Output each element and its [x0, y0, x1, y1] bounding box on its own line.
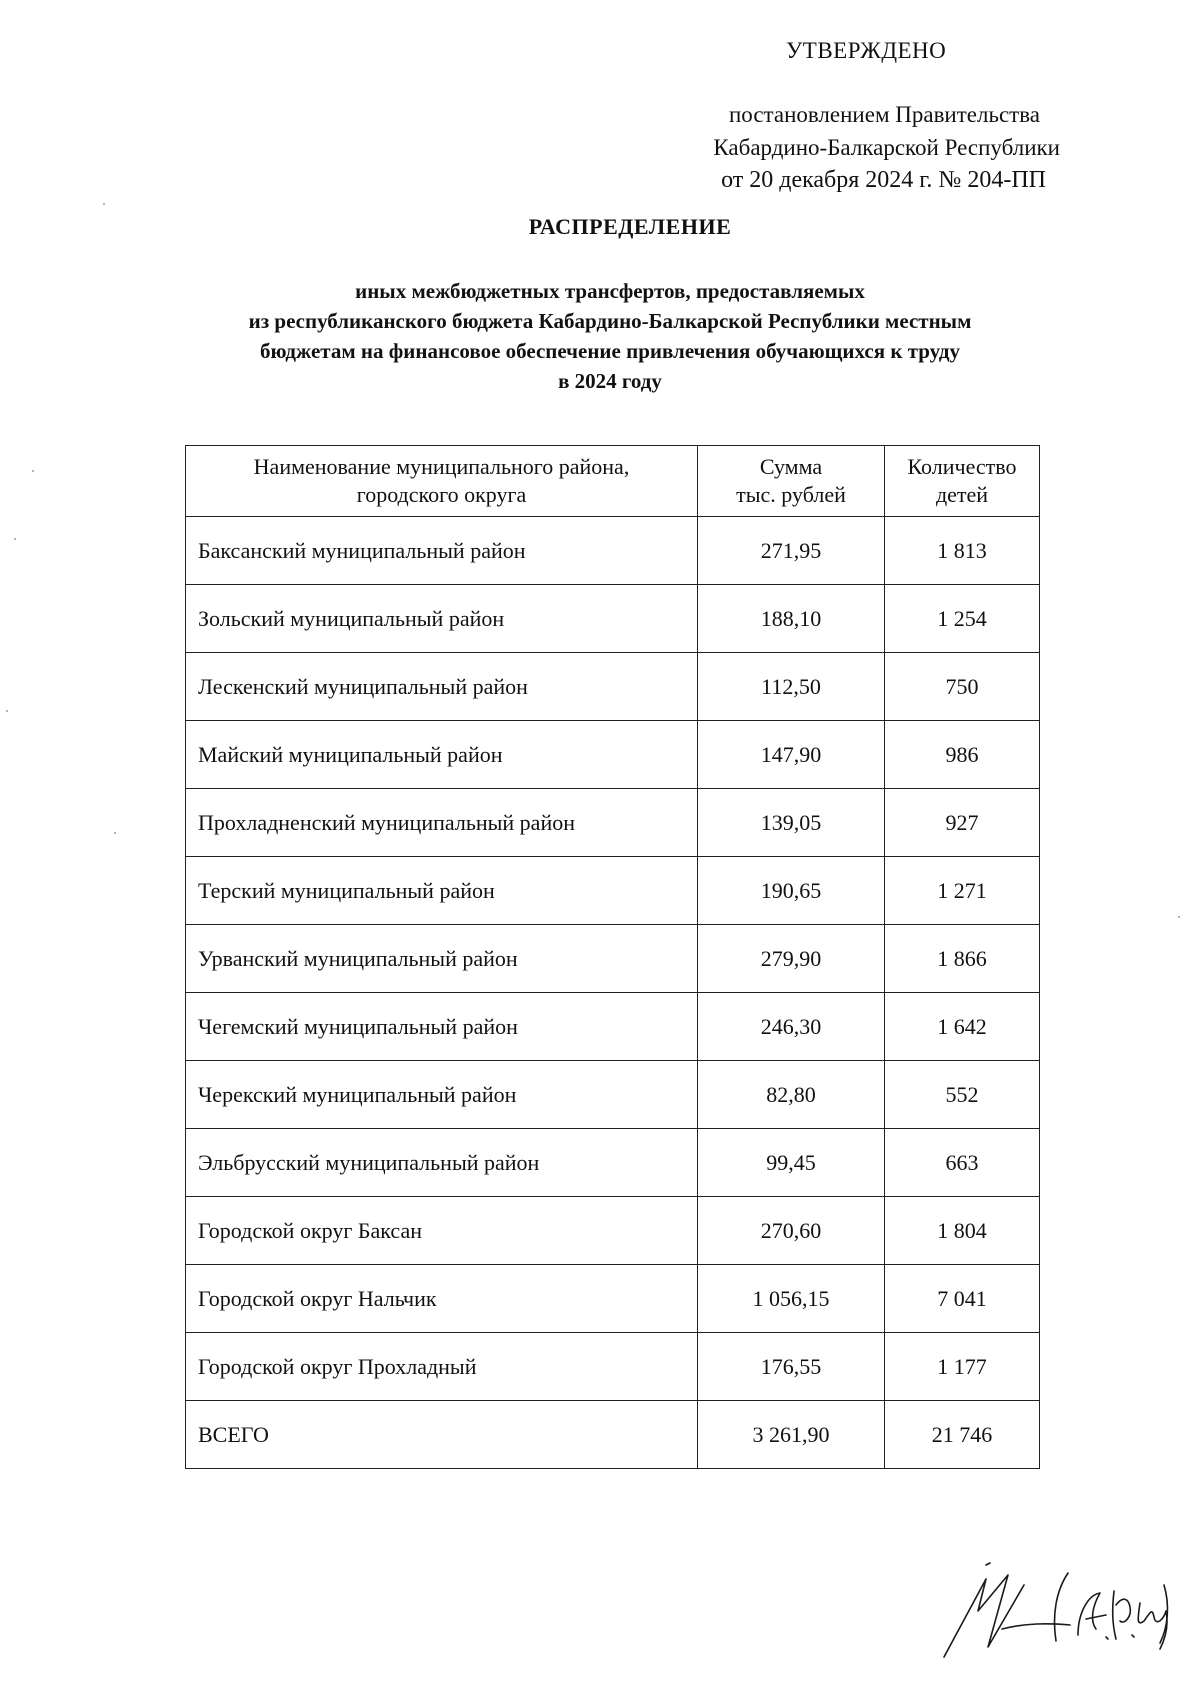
table-row — [186, 789, 1040, 857]
row-sum: 1 056,15 — [698, 1265, 885, 1333]
subtitle-line: иных межбюджетных трансфертов, предоставляемых — [355, 279, 865, 303]
row-count: 1 804 — [885, 1197, 1040, 1265]
row-name: Городской округ Нальчик — [186, 1265, 698, 1333]
header-sum-line-2: тыс. рублей — [736, 482, 846, 507]
row-name: Чегемский муниципальный район — [186, 993, 698, 1061]
header-name-line-2: городского округа — [356, 482, 527, 507]
subtitle-line: бюджетам на финансовое обеспечение привлечения обучающихся к труду — [260, 339, 960, 363]
row-count: 750 — [885, 653, 1040, 721]
signature-icon — [928, 1555, 1178, 1665]
table-row — [186, 1333, 1040, 1401]
header-sum-line-1: Сумма — [759, 454, 823, 479]
document-title: РАСПРЕДЕЛЕНИЕ — [528, 214, 732, 239]
subtitle-line: из республиканского бюджета Кабардино-Балкарской Республики местным — [248, 309, 972, 333]
table-row — [186, 1129, 1040, 1197]
table-row — [186, 517, 1040, 585]
total-sum: 3 261,90 — [698, 1401, 885, 1469]
table-row — [186, 653, 1040, 721]
row-count: 986 — [885, 721, 1040, 789]
row-count: 1 254 — [885, 585, 1040, 653]
row-sum: 190,65 — [698, 857, 885, 925]
row-sum: 188,10 — [698, 585, 885, 653]
table-total-row — [186, 1401, 1040, 1469]
row-name: Терский муниципальный район — [186, 857, 698, 925]
row-name: Городской округ Баксан — [186, 1197, 698, 1265]
approval-decree — [640, 98, 1060, 197]
row-count: 927 — [885, 789, 1040, 857]
row-name: Городской округ Прохладный — [186, 1333, 698, 1401]
row-count: 7 041 — [885, 1265, 1040, 1333]
header-count-line-1: Количество — [907, 454, 1017, 479]
header-name — [186, 446, 698, 517]
decree-line-2: Кабардино-Балкарской Республики — [713, 135, 1060, 160]
table-header-row — [186, 446, 1040, 517]
row-count: 1 642 — [885, 993, 1040, 1061]
decree-line-3: от 20 декабря 2024 г. № 204-ПП — [721, 167, 1046, 193]
table-row — [186, 721, 1040, 789]
row-name: Зольский муниципальный район — [186, 585, 698, 653]
row-sum: 246,30 — [698, 993, 885, 1061]
row-sum: 176,55 — [698, 1333, 885, 1401]
row-count: 663 — [885, 1129, 1040, 1197]
table-row — [186, 1265, 1040, 1333]
distribution-table — [185, 445, 1040, 1469]
row-count: 1 271 — [885, 857, 1040, 925]
row-name: Лескенский муниципальный район — [186, 653, 698, 721]
total-count: 21 746 — [885, 1401, 1040, 1469]
row-count: 1 177 — [885, 1333, 1040, 1401]
handwritten-signature — [928, 1555, 1178, 1665]
decree-line-1: постановлением Правительства — [728, 102, 1040, 127]
row-name: Баксанский муниципальный район — [186, 517, 698, 585]
row-sum: 82,80 — [698, 1061, 885, 1129]
row-sum: 99,45 — [698, 1129, 885, 1197]
document-subtitle — [160, 276, 1060, 396]
approval-stamp: УТВЕРЖДЕНО — [786, 38, 947, 63]
table-row — [186, 1197, 1040, 1265]
total-label: ВСЕГО — [186, 1401, 698, 1469]
row-sum: 147,90 — [698, 721, 885, 789]
row-count: 1 813 — [885, 517, 1040, 585]
row-sum: 279,90 — [698, 925, 885, 993]
row-name: Урванский муниципальный район — [186, 925, 698, 993]
header-count — [885, 446, 1040, 517]
row-name: Майский муниципальный район — [186, 721, 698, 789]
row-sum: 139,05 — [698, 789, 885, 857]
row-count: 1 866 — [885, 925, 1040, 993]
row-sum: 271,95 — [698, 517, 885, 585]
table-row — [186, 925, 1040, 993]
header-count-line-2: детей — [935, 482, 989, 507]
row-name: Эльбрусский муниципальный район — [186, 1129, 698, 1197]
table-row — [186, 1061, 1040, 1129]
header-name-line-1: Наименование муниципального района, — [253, 454, 630, 479]
row-name: Черекский муниципальный район — [186, 1061, 698, 1129]
row-count: 552 — [885, 1061, 1040, 1129]
subtitle-line: в 2024 году — [558, 369, 662, 393]
row-name: Прохладненский муниципальный район — [186, 789, 698, 857]
row-sum: 270,60 — [698, 1197, 885, 1265]
table-row — [186, 993, 1040, 1061]
row-sum: 112,50 — [698, 653, 885, 721]
table-row — [186, 857, 1040, 925]
header-sum — [698, 446, 885, 517]
table-row — [186, 585, 1040, 653]
